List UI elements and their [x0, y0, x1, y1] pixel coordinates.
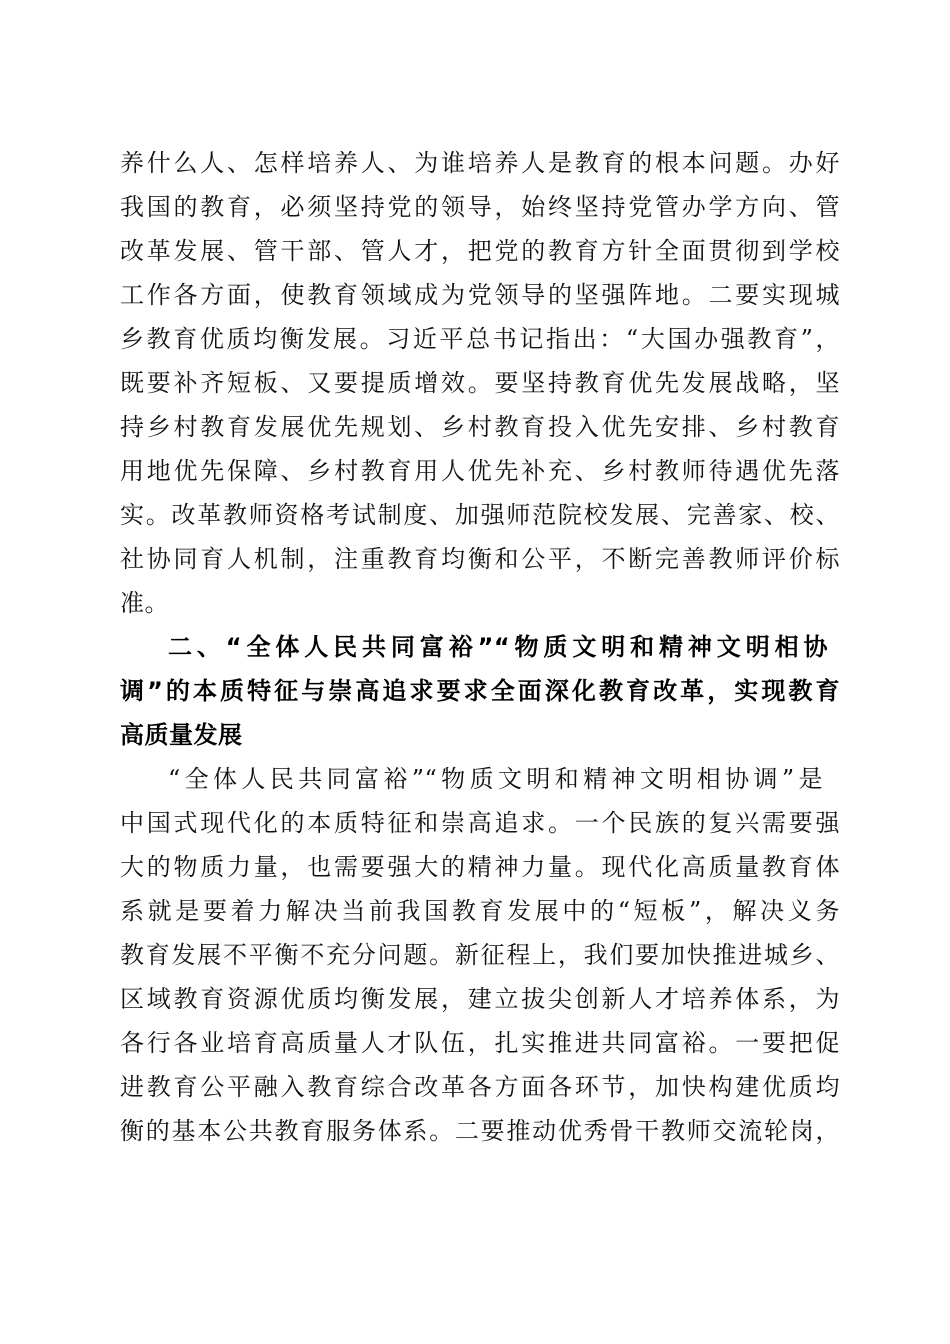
heading-line: 高质量发展 [120, 721, 243, 749]
text-line: 教育发展不平衡不充分问题。新征程上，我们要加快推进城乡、 [120, 941, 840, 969]
text-line: 进教育公平融入教育综合改革各方面各环节，加快构建优质均 [120, 1073, 840, 1101]
text-line: 中国式现代化的本质特征和崇高追求。一个民族的复兴需要强 [120, 809, 840, 837]
text-line: 实。改革教师资格考试制度、加强师范院校发展、完善家、校、 [120, 501, 840, 529]
text-line: 乡教育优质均衡发展。习近平总书记指出：“大国办强教育”， [120, 325, 840, 353]
text-line: 社协同育人机制，注重教育均衡和公平，不断完善教师评价标 [120, 545, 840, 573]
text-line: 持乡村教育发展优先规划、乡村教育投入优先安排、乡村教育 [120, 413, 840, 441]
text-line: 衡的基本公共教育服务体系。二要推动优秀骨干教师交流轮岗， [120, 1117, 840, 1145]
text-line: 大的物质力量，也需要强大的精神力量。现代化高质量教育体 [120, 853, 840, 881]
heading-line: 二、“全体人民共同富裕”“物质文明和精神文明相协 [168, 633, 828, 661]
text-line: 区域教育资源优质均衡发展，建立拔尖创新人才培养体系，为 [120, 985, 840, 1013]
text-line: 改革发展、管干部、管人才，把党的教育方针全面贯彻到学校 [120, 237, 840, 265]
text-line: 用地优先保障、乡村教育用人优先补充、乡村教师待遇优先落 [120, 457, 840, 485]
text-line: 系就是要着力解决当前我国教育发展中的“短板”，解决义务 [120, 897, 840, 925]
text-line: 我国的教育，必须坚持党的领导，始终坚持党管办学方向、管 [120, 193, 840, 221]
text-line: 养什么人、怎样培养人、为谁培养人是教育的根本问题。办好 [120, 149, 840, 177]
text-line: “全体人民共同富裕”“物质文明和精神文明相协调”是 [168, 765, 823, 793]
text-line: 工作各方面，使教育领域成为党领导的坚强阵地。二要实现城 [120, 281, 840, 309]
text-line: 各行各业培育高质量人才队伍，扎实推进共同富裕。一要把促 [120, 1029, 840, 1057]
heading-line: 调”的本质特征与崇高追求要求全面深化教育改革，实现教育 [120, 677, 840, 705]
text-line: 准。 [120, 589, 169, 617]
text-line: 既要补齐短板、又要提质增效。要坚持教育优先发展战略，坚 [120, 369, 840, 397]
